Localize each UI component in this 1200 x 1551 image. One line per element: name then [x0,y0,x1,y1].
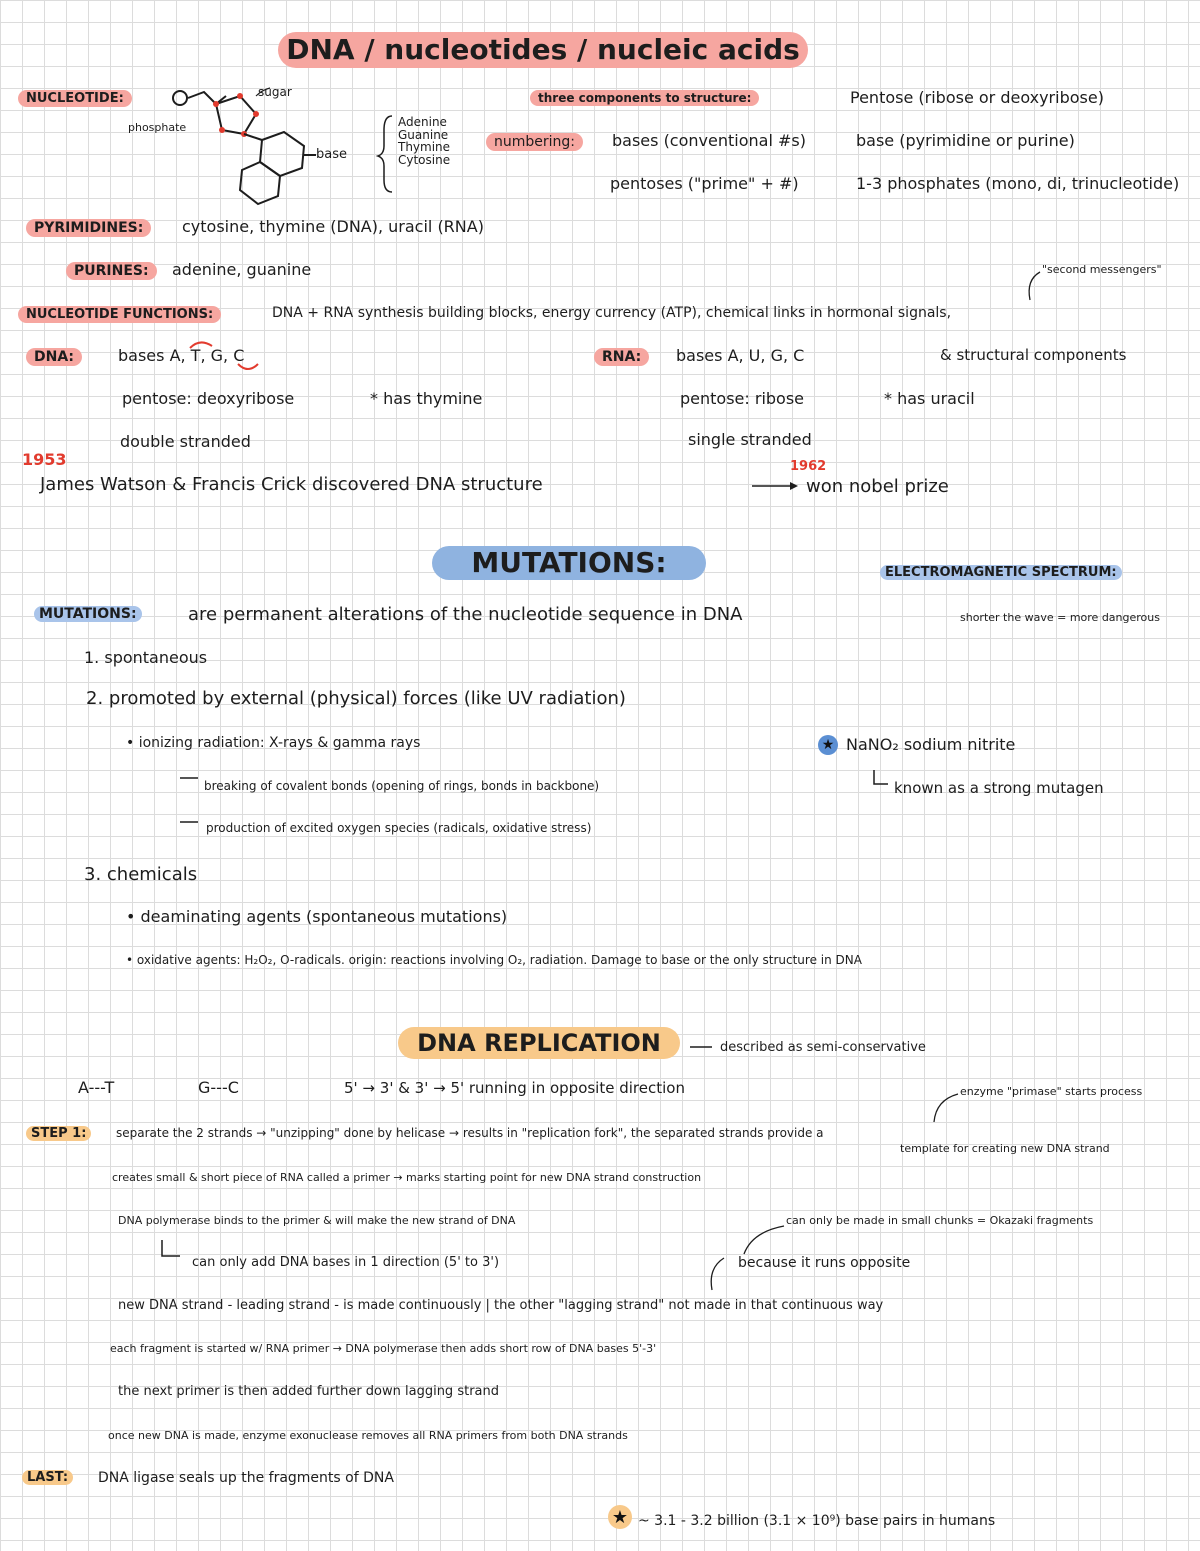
last-text: DNA ligase seals up the fragments of DNA [98,1470,394,1486]
rna-bases: bases A, U, G, C [676,346,805,365]
replication-title: DNA REPLICATION [398,1027,680,1059]
dna-label: DNA: [26,348,82,366]
phosphate-circle [173,91,187,105]
exonuclease-text: once new DNA is made, enzyme exonuclease removes all RNA primers from both DNA strands [108,1429,628,1442]
functions-label: NUCLEOTIDE FUNCTIONS: [18,306,221,323]
nano2-note: known as a strong mutagen [894,779,1104,797]
base-ring-bottom [240,162,280,204]
deaminating-agents: • deaminating agents (spontaneous mutations) [126,907,508,926]
component-pentose: Pentose (ribose or deoxyribose) [850,88,1104,107]
okazaki-note: can only be made in small chunks = Okazaki fragments [786,1214,1094,1227]
mutation-item-1: 1. spontaneous [84,648,208,667]
em-spectrum-label: ELECTROMAGNETIC SPECTRUM: [880,565,1122,580]
watson-crick-text: James Watson & Francis Crick discovered DNA structure [40,474,543,495]
strand-direction: 5' → 3' & 3' → 5' running in opposite direction [344,1079,685,1097]
next-primer-text: the next primer is then added further down lagging strand [118,1384,499,1399]
pair-at: A---T [78,1078,115,1097]
dna-bases: bases A, T, G, C [118,346,245,365]
step1-text-2: template for creating new DNA strand [900,1142,1110,1155]
purines-label: PURINES: [66,262,157,280]
dna-strand: double stranded [120,432,251,451]
dna-note: * has thymine [370,389,483,408]
oxidative-agents: • oxidative agents: H₂O₂, O-radicals. origin: reactions involving O₂, radiation. Damage to base or the only structure in DNA [126,953,862,967]
base-item: Cytosine [398,152,451,167]
em-spectrum-text: shorter the wave = more dangerous [960,611,1160,624]
component-base: base (pyrimidine or purine) [856,131,1075,150]
ionizing-effect-a: breaking of covalent bonds (opening of rings, bonds in backbone) [204,779,600,793]
purines-text: adenine, guanine [172,260,312,279]
numbering-label: numbering: [486,133,583,151]
year-1962: 1962 [790,459,827,474]
mutations-title: MUTATIONS: [432,546,706,580]
numbering-pentoses: pentoses ("prime" + #) [610,174,799,193]
numbering-bases: bases (conventional #s) [612,131,806,150]
base-item: Guanine [398,127,449,142]
step1-label: STEP 1: [26,1126,91,1141]
second-messengers-note: "second messengers" [1042,263,1162,276]
pyrimidines-label: PYRIMIDINES: [26,219,151,237]
mutation-item-2: 2. promoted by external (physical) forces (like UV radiation) [86,688,626,709]
nobel-text: won nobel prize [806,476,949,497]
leading-lagging-text: new DNA strand - leading strand - is made continuously | the other "lagging strand" not made in that continuous way [118,1298,884,1313]
nucleotide-label: NUCLEOTIDE: [18,90,132,107]
functions-text-2: & structural components [940,346,1127,364]
ionizing-effect-b: production of excited oxygen species (radicals, oxidative stress) [206,821,592,835]
one-direction-text: can only add DNA bases in 1 direction (5' to 3') [192,1255,500,1270]
rna-strand: single stranded [688,430,812,449]
phosphate-label: phosphate [128,121,187,134]
rna-pentose: pentose: ribose [680,389,805,408]
functions-text: DNA + RNA synthesis building blocks, energy currency (ATP), chemical links in hormonal signals, [272,305,952,321]
sugar-label: sugar [258,85,292,99]
mutations-def-label: MUTATIONS: [34,606,142,622]
primer-text: creates small & short piece of RNA called a primer → marks starting point for new DNA strand construction [112,1171,702,1184]
page-title: DNA / nucleotides / nucleic acids [278,32,808,68]
fragment-text: each fragment is started w/ RNA primer → DNA polymerase then adds short row of DNA bases 5'-3' [110,1342,657,1355]
dna-pentose: pentose: deoxyribose [122,389,295,408]
bases-list [398,116,450,166]
runs-opposite-note: because it runs opposite [738,1255,911,1271]
component-phosphates: 1-3 phosphates (mono, di, trinucleotide) [856,174,1180,193]
base-item: Adenine [398,115,447,129]
components-label: three components to structure: [530,90,759,106]
rna-label: RNA: [594,348,649,366]
nano2-text: NaNO₂ sodium nitrite [846,735,1016,754]
year-1953: 1953 [22,450,67,469]
last-label: LAST: [22,1470,73,1485]
rna-note: * has uracil [884,389,975,408]
semi-conservative-note: described as semi-conservative [720,1040,926,1055]
primase-note: enzyme "primase" starts process [960,1085,1143,1098]
base-item: Thymine [398,140,451,155]
star-icon: ★ [608,1505,632,1529]
pyrimidines-text: cytosine, thymine (DNA), uracil (RNA) [182,217,484,236]
ionizing-radiation: • ionizing radiation: X-rays & gamma rays [126,735,421,751]
pair-gc: G---C [198,1078,239,1097]
step1-text: separate the 2 strands → "unzipping" done by helicase → results in "replication fork", the separated strands provide a [116,1126,824,1140]
base-pairs-text: ~ 3.1 - 3.2 billion (3.1 × 10⁹) base pairs in humans [638,1513,996,1529]
polymerase-text: DNA polymerase binds to the primer & will make the new strand of DNA [118,1214,516,1227]
mutation-item-3: 3. chemicals [84,864,198,885]
base-label: base [316,147,347,162]
base-ring-top [260,132,304,176]
star-icon: ★ [818,735,838,755]
mutations-def-text: are permanent alterations of the nucleotide sequence in DNA [188,604,743,625]
